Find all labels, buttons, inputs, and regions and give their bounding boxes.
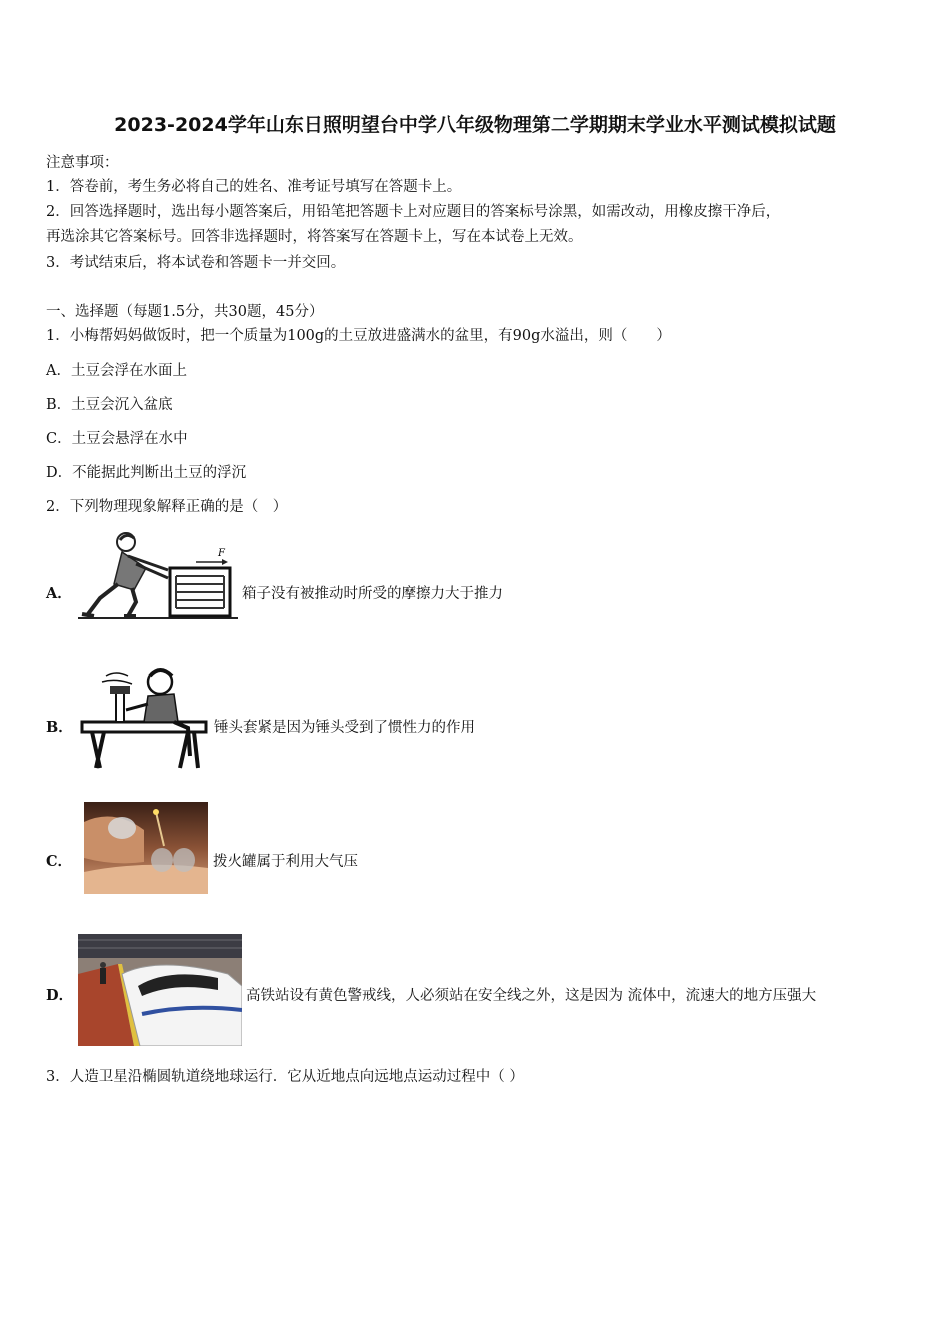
- q2-option-b-label: B．: [46, 719, 73, 736]
- q2-option-c-text: 拨火罐属于利用大气压: [213, 854, 358, 870]
- q2-option-d-text: 高铁站设有黄色警戒线，人必须站在安全线之外，这是因为 流体中，流速大的地方压强大: [246, 988, 817, 1004]
- high-speed-train-photo: [78, 934, 242, 1046]
- q2-option-b-text: 锤头套紧是因为锤头受到了惯性力的作用: [214, 720, 475, 736]
- notice-heading: 注意事项：: [46, 155, 119, 171]
- q2-option-c-label: C．: [46, 853, 73, 870]
- force-label: F: [218, 548, 225, 559]
- q1-stem: 1．小梅帮妈妈做饭时，把一个质量为100g的土豆放进盛满水的盆里，有90g水溢出，则（ ）: [46, 328, 671, 344]
- cupping-photo: [84, 802, 208, 894]
- q2-stem: 2．下列物理现象解释正确的是（ ）: [46, 499, 288, 515]
- notice-item-3: 3．考试结束后，将本试卷和答题卡一并交回。: [46, 255, 346, 271]
- q1-option-d: D．不能据此判断出土豆的浮沉: [46, 465, 247, 481]
- notice-item-2-cont: 再选涂其它答案标号。回答非选择题时，将答案写在答题卡上，写在本试卷上无效。: [46, 229, 583, 245]
- exam-title: 2023-2024学年山东日照明望台中学八年级物理第二学期期末学业水平测试模拟试题: [114, 114, 836, 136]
- section-heading: 一、选择题（每题1.5分，共30题，45分）: [46, 304, 324, 320]
- notice-item-1: 1．答卷前，考生务必将自己的姓名、准考证号填写在答题卡上。: [46, 179, 462, 195]
- pushing-box-illustration: [76, 528, 240, 624]
- hammer-bench-illustration: [78, 664, 212, 772]
- q1-option-a: A．土豆会浮在水面上: [46, 363, 187, 379]
- q1-option-b: B．土豆会沉入盆底: [46, 397, 173, 413]
- q2-option-a-label: A．: [46, 585, 72, 602]
- q2-option-d-label: D．: [46, 987, 74, 1004]
- q1-option-c: C．土豆会悬浮在水中: [46, 431, 188, 447]
- notice-item-2: 2．回答选择题时，选出每小题答案后，用铅笔把答题卡上对应题目的答案标号涂黑，如需改动，用橡皮擦干净后，: [46, 204, 781, 220]
- q3-stem: 3．人造卫星沿椭圆轨道绕地球运行．它从近地点向远地点运动过程中（ ）: [46, 1069, 524, 1085]
- q2-option-a-text: 箱子没有被推动时所受的摩擦力大于推力: [242, 586, 503, 602]
